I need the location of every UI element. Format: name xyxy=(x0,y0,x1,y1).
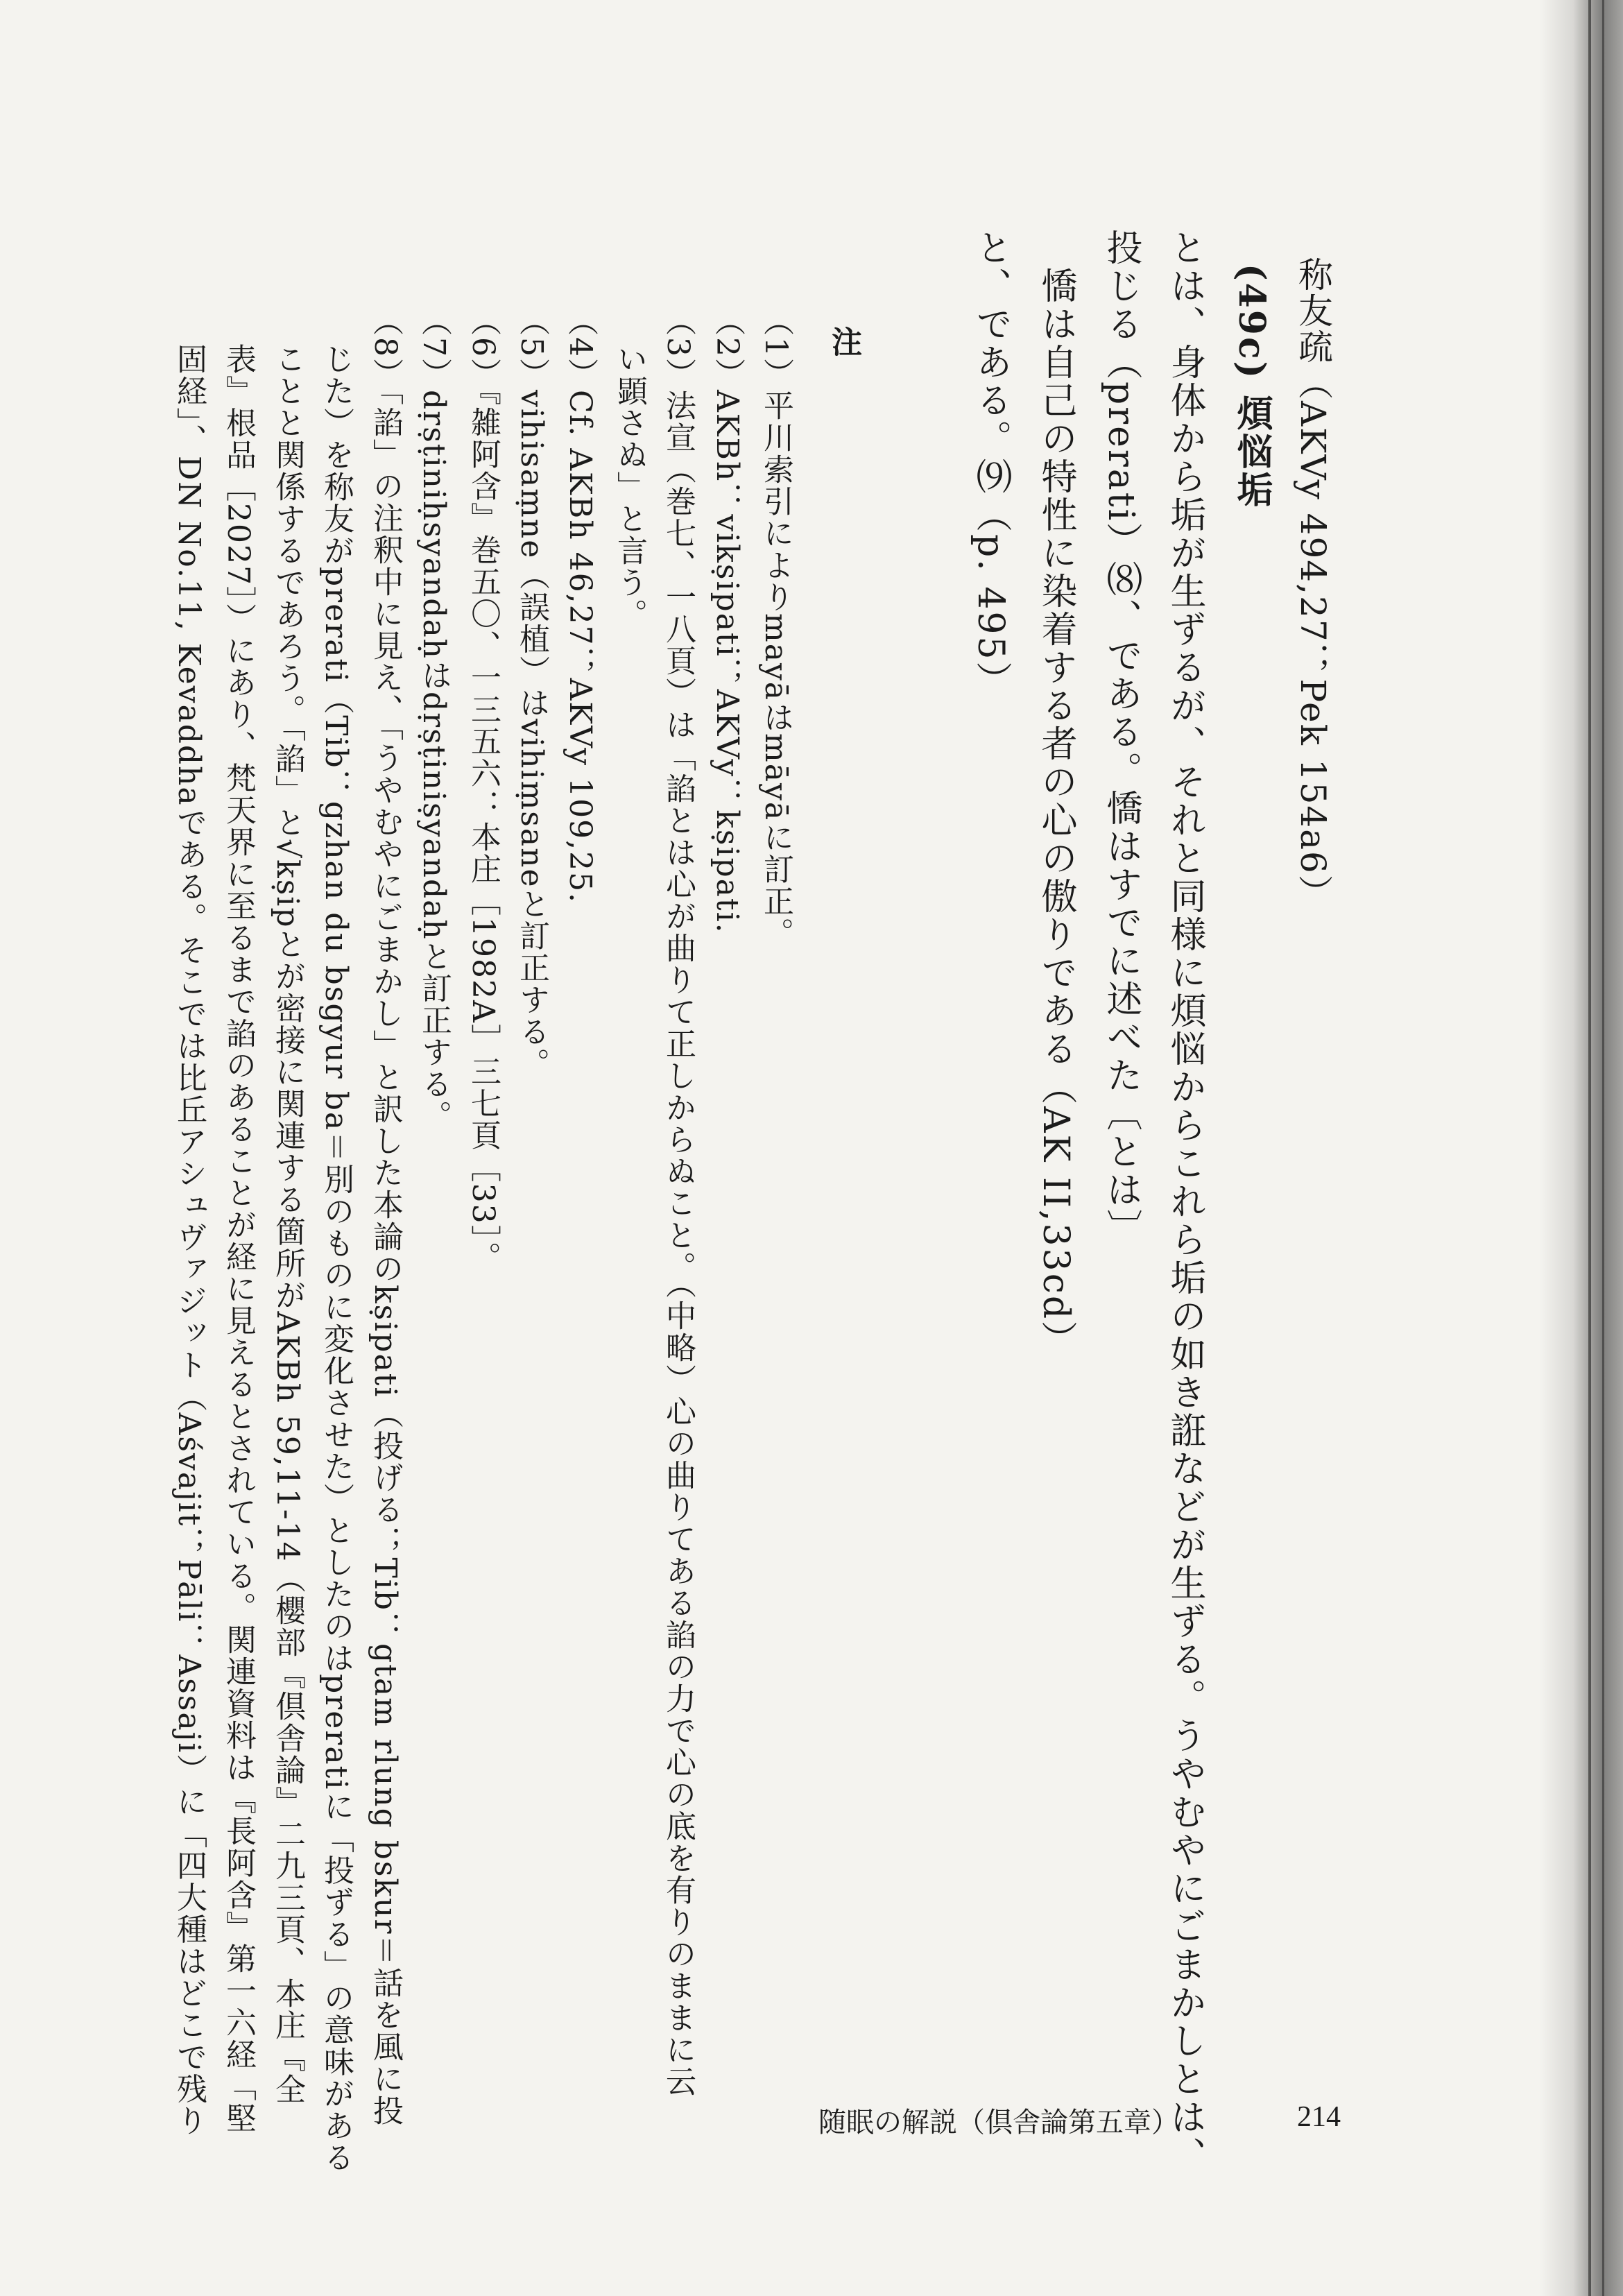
note-5: （5）vihisaṃne（誤植）はvihiṃsaneと訂正する。 xyxy=(514,305,549,1080)
note-8-continued-2: ことと関係するであろう。「諂」と√kṣipとが密接に関連する箇所がAKBh 59,11-14（櫻部『倶舎論』二九三頁、本庄『全 xyxy=(270,343,305,2105)
note-2: （2）AKBh：vikṣipati；AKVy：kṣipati. xyxy=(710,305,745,934)
note-7: （7）dṛṣṭiniḥsyandaḥはdṛṣṭiniṣyandaḥと訂正する。 xyxy=(416,305,452,1132)
body-line-4: と、である。⑼（p. 495） xyxy=(970,229,1011,700)
running-head: 随眠の解説（倶舎論第五章） xyxy=(818,2107,1179,2139)
scan-edge-shadow xyxy=(1540,0,1623,2296)
section-heading: (49c) 煩悩垢 xyxy=(1230,264,1273,510)
body-line-2: 投じる（prerati）⑻、である。憍はすでに述べた〔とは〕 xyxy=(1100,229,1142,1248)
note-6: （6）『雑阿含』巻五〇、一三五六：本庄［1982A］三七頁［33］。 xyxy=(465,305,501,1274)
note-8-continued-1: じた）を称友がprerati（Tib：gzhan du bsgyur ba＝別のものに変化させた）としたのはpreratiに「投ずる」の意味がある xyxy=(318,343,354,2174)
note-1: （1）平川索引によりmayāはmāyāに訂正。 xyxy=(758,305,793,950)
note-8-continued-3: 表』根品［2027］）にあり、梵天界に至るまで諂のあることが経に見えるとされている。関連資料は『長阿含』第一六経「堅 xyxy=(221,343,256,2134)
page-number: 214 xyxy=(1297,2101,1341,2133)
notes-title: 注 xyxy=(826,326,861,357)
note-3-continued: い顕さぬ」と言う。 xyxy=(612,343,647,631)
body-line-3: 憍は自己の特性に染着する者の心の傲りである（AK II,33cd） xyxy=(1035,229,1076,1360)
note-8-continued-4: 固経」、DN No.11, Kevaddhaである。そこでは比丘アシュヴァジット（Aśvajit；Pāli：Assaji）に「四大種はどこで残り xyxy=(171,343,207,2137)
note-8: （8）「諂」の注釈中に見え、「うやむやにごまかし」と訳した本論のkṣipati（投げる；Tib：gtam rlung bskur＝話を風に投 xyxy=(368,305,403,2127)
source-reference: 称友疏（AKVy 494,27；Pek 154a6） xyxy=(1293,257,1333,911)
body-line-1: とは、身体から垢が生ずるが、それと同様に煩悩からこれら垢の如き誑などが生ずる。うやむやにごまかしとは、 xyxy=(1164,229,1205,2175)
note-4: （4）Cf. AKBh 46,27；AKVy 109,25. xyxy=(563,305,598,905)
note-3: （3）法宣（巻七、一八頁）は「諂とは心が曲りて正しからぬこと。（中略）心の曲りてある諂の力で心の底を有りのままに云 xyxy=(660,305,696,2098)
page-footer xyxy=(818,2100,1346,2142)
